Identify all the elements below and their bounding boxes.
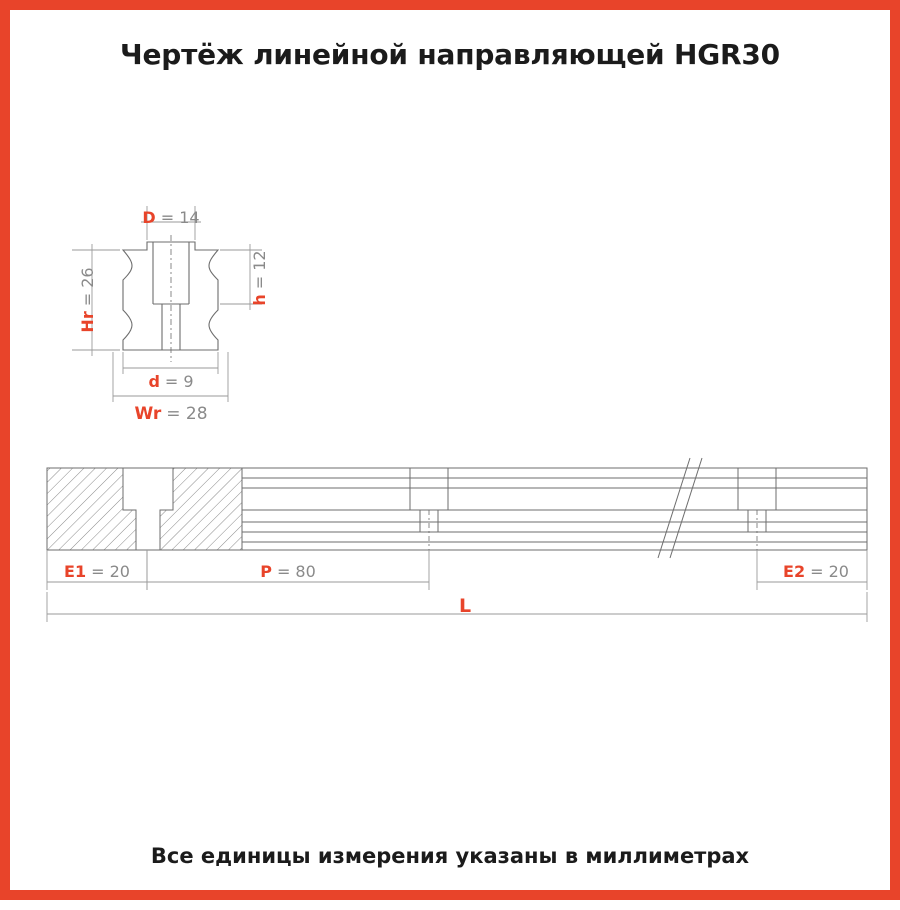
dim-label-d: d = 9 bbox=[148, 371, 194, 391]
mounting-hole bbox=[738, 468, 776, 550]
technical-drawing bbox=[10, 10, 900, 910]
side-view bbox=[47, 458, 867, 558]
rail-profile-outline bbox=[123, 242, 218, 350]
units-note: Все единицы измерения указаны в миллиметрах bbox=[150, 844, 750, 868]
cross-section-view bbox=[123, 235, 218, 362]
dim-label-Hr: Hr= 26 bbox=[77, 267, 97, 333]
dim-label-E2: E2 = 20 bbox=[783, 561, 849, 581]
break-line-b bbox=[670, 458, 702, 558]
dim-label-E1: E1 = 20 bbox=[64, 561, 130, 581]
break-line-a bbox=[658, 458, 690, 558]
mounting-hole bbox=[410, 468, 448, 550]
drawing-svg bbox=[10, 10, 900, 910]
dim-label-D: D = 14 bbox=[142, 207, 200, 227]
dim-label-h: h= 12 bbox=[249, 250, 269, 306]
dim-label-L: L bbox=[458, 594, 472, 617]
page-title: Чертёж линейной направляющей HGR30 bbox=[120, 38, 780, 71]
dim-label-P: P = 80 bbox=[260, 561, 316, 581]
dim-label-Wr: Wr = 28 bbox=[134, 404, 208, 424]
side-view-dimensions bbox=[47, 550, 867, 622]
